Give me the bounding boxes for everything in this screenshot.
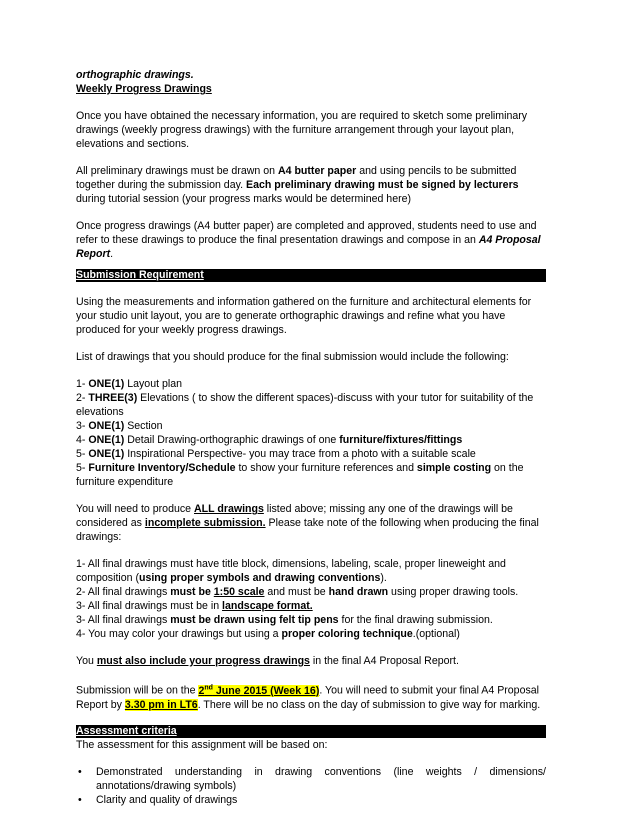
list-item: 1- ONE(1) Layout plan <box>76 378 183 390</box>
intro-paragraph-2: All preliminary drawings must be drawn on A4 butter paper and using pencils to be submitted together during the submission day. Each preliminary drawing must be signed by lecturers during tutorial session (your progress marks would be determined here) <box>76 165 519 205</box>
assessment-intro: The assessment for this assignment will be based on: <box>76 738 328 751</box>
rule-item: 3- All final drawings must be drawn using felt tip pens for the final drawing submission. <box>76 614 493 626</box>
list-item: 4- ONE(1) Detail Drawing-orthographic drawings of one furniture/fixtures/fittings <box>76 434 463 446</box>
rule-item: 4- You may color your drawings but using a proper coloring technique.(optional) <box>76 628 460 640</box>
rule-item: 3- All final drawings must be in landscape format. <box>76 600 313 612</box>
submission-date-highlight: 2nd June 2015 (Week 16) <box>198 684 320 697</box>
submission-time-highlight: 3.30 pm in LT6 <box>124 698 198 711</box>
drawing-rules <box>76 557 546 641</box>
submission-paragraph-1: Using the measurements and information gathered on the furniture and architectural elements for your studio unit layout, you are to generate orthographic drawings and refine what you have produced for your weekly progress drawings. <box>76 296 532 336</box>
list-item: • Clarity and quality of drawings <box>78 793 238 806</box>
list-item: 2- THREE(3) Elevations ( to show the different spaces)-discuss with your tutor for suitability of the elevations <box>76 392 534 418</box>
submission-paragraph-2: List of drawings that you should produce for the final submission would include the following: <box>76 351 509 363</box>
drawing-list <box>76 377 546 489</box>
list-item: 3- ONE(1) Section <box>76 420 163 432</box>
list-item: 5- Furniture Inventory/Schedule to show your furniture references and simple costing on the furniture expenditure <box>76 462 524 488</box>
assessment-heading: Assessment criteria <box>76 725 546 738</box>
intro-paragraph-1: Once you have obtained the necessary information, you are required to sketch some preliminary drawings (weekly progress drawings) with the furniture arrangement through your layout plan, elevations and sections. <box>76 110 528 150</box>
list-item: 5- ONE(1) Inspirational Perspective- you may trace from a photo with a suitable scale <box>76 448 476 460</box>
intro-title: orthographic drawings. <box>76 69 194 81</box>
submission-paragraph-3: You will need to produce ALL drawings listed above; missing any one of the drawings will be considered as incomplete submission. Please take note of the following when producing the final drawings: <box>76 503 539 543</box>
intro-paragraph-3: Once progress drawings (A4 butter paper) are completed and approved, students need to use and refer to these drawings to produce the final presentation drawings and compose in an A4 Proposal Report. <box>76 220 541 260</box>
intro-subtitle: Weekly Progress Drawings <box>76 83 212 95</box>
submission-date-paragraph: Submission will be on the 2nd June 2015 (Week 16). You will need to submit your final A4 Proposal Report by 3.30 pm in LT6. There will be no class on the day of submission to give way for marking. <box>76 684 541 711</box>
list-item: • Demonstrated understanding in drawing conventions (line weights / dimensions/ annotations/drawing symbols) <box>78 765 546 792</box>
rule-item: 1- All final drawings must have title block, dimensions, labeling, scale, proper lineweight and composition (using proper symbols and drawing conventions). <box>76 558 506 584</box>
submission-heading: Submission Requirement <box>76 269 546 282</box>
rule-item: 2- All final drawings must be 1:50 scale and must be hand drawn using proper drawing tools. <box>76 586 519 598</box>
document-page <box>76 68 546 807</box>
submission-paragraph-4: You must also include your progress drawings in the final A4 Proposal Report. <box>76 655 459 667</box>
assessment-criteria-list <box>76 765 546 807</box>
bullet-icon: • <box>78 765 82 778</box>
bullet-icon: • <box>78 793 82 806</box>
